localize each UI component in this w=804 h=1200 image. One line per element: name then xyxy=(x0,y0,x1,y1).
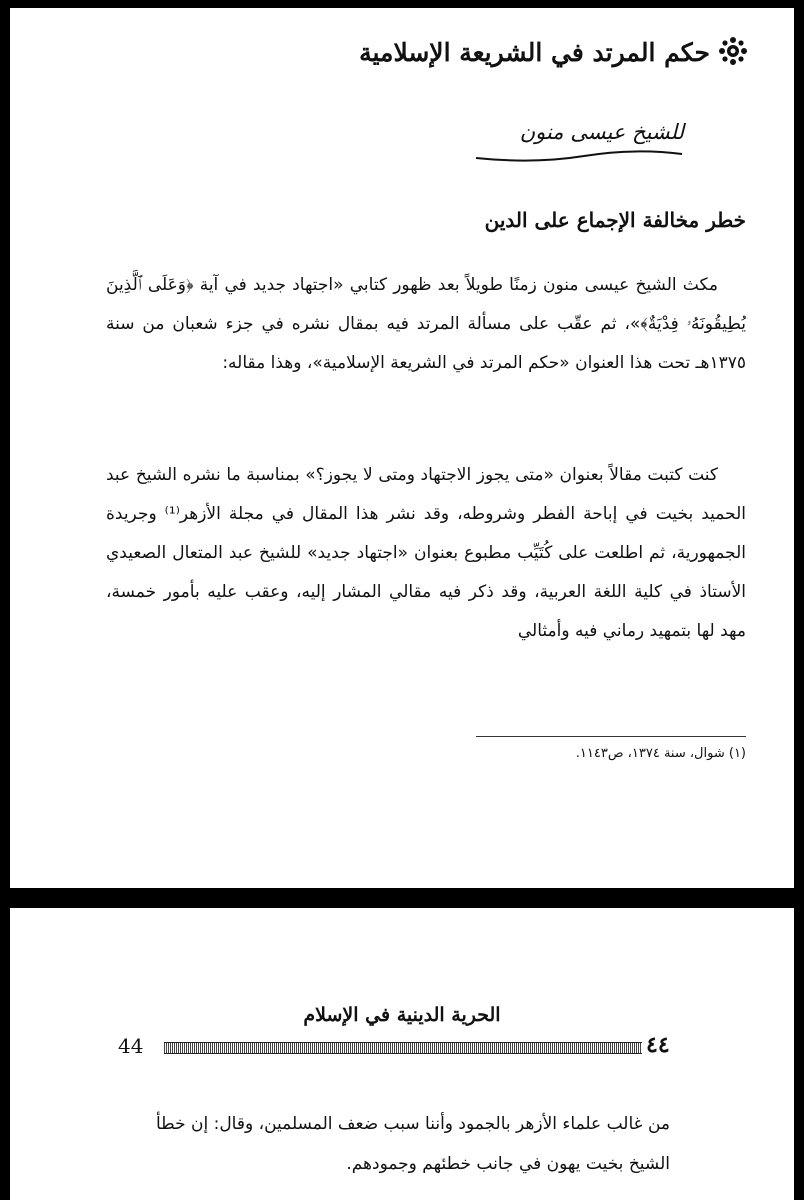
rosette-ornament-icon xyxy=(718,36,748,66)
footnote-divider xyxy=(476,736,746,737)
body-paragraph-1 xyxy=(106,266,746,383)
page-number-arabic: ٤٤ xyxy=(646,1032,670,1058)
book-page-lower xyxy=(10,908,794,1200)
section-heading: خطر مخالفة الإجماع على الدين xyxy=(484,208,746,232)
calligraphic-swash-decoration xyxy=(474,148,684,164)
body-line: الشيخ بخيت يهون في جانب خطئهم وجمودهم. xyxy=(346,1154,670,1174)
footnote: (١) شوال، سنة ١٣٧٤، ص١١٤٣. xyxy=(575,746,746,761)
body-line: من غالب علماء الأزهر بالجمود وأننا سبب ضعف المسلمين، وقال: إن خطأ xyxy=(155,1114,670,1134)
chapter-title: حكم المرتد في الشريعة الإسلامية xyxy=(359,38,710,67)
page-number-latin: 44 xyxy=(118,1034,144,1058)
paragraph-text: مكث الشيخ عيسى منون زمنًا طويلاً بعد ظهور كتابي «اجتهاد جديد في آية ﴿وَعَلَى ٱلَّذِينَ يُطِيقُونَهُۥ فِدْيَةٌ﴾»، ثم عقّب على مسألة المرتد فيه بمقال نشره في جزء شعبان من سنة ١٣٧٥هـ تحت هذا العنوان «حكم المرتد في الشريعة الإسلامية»، وهذا مقاله: xyxy=(106,275,746,373)
book-page-upper xyxy=(10,8,794,888)
paragraph-text: كنت كتبت مقالاً بعنوان «متى يجوز الاجتهاد ومتى لا يجوز؟» بمناسبة ما نشره الشيخ عبد الحميد بخيت في إباحة الفطر وشروطه، وقد نشر هذا المقال في مجلة الأزهر⁽¹⁾ وجريدة الجمهورية، ثم اطلعت على كُتَيِّب مطبوع بعنوان «اجتهاد جديد» للشيخ عبد المتعال الصعيدي الأستاذ في كلية اللغة العربية، وقد ذكر فيه مقالي المشار إليه، وعقب عليه بأمور خمسة، مهد لها بتمهيد رماني فيه وأمثالي xyxy=(106,465,746,641)
body-paragraph-2 xyxy=(106,456,746,651)
header-divider xyxy=(164,1042,642,1054)
body-text xyxy=(110,1104,670,1184)
running-title: الحرية الدينية في الإسلام xyxy=(303,1004,501,1026)
author-line: للشيخ عيسى منون xyxy=(519,120,684,144)
